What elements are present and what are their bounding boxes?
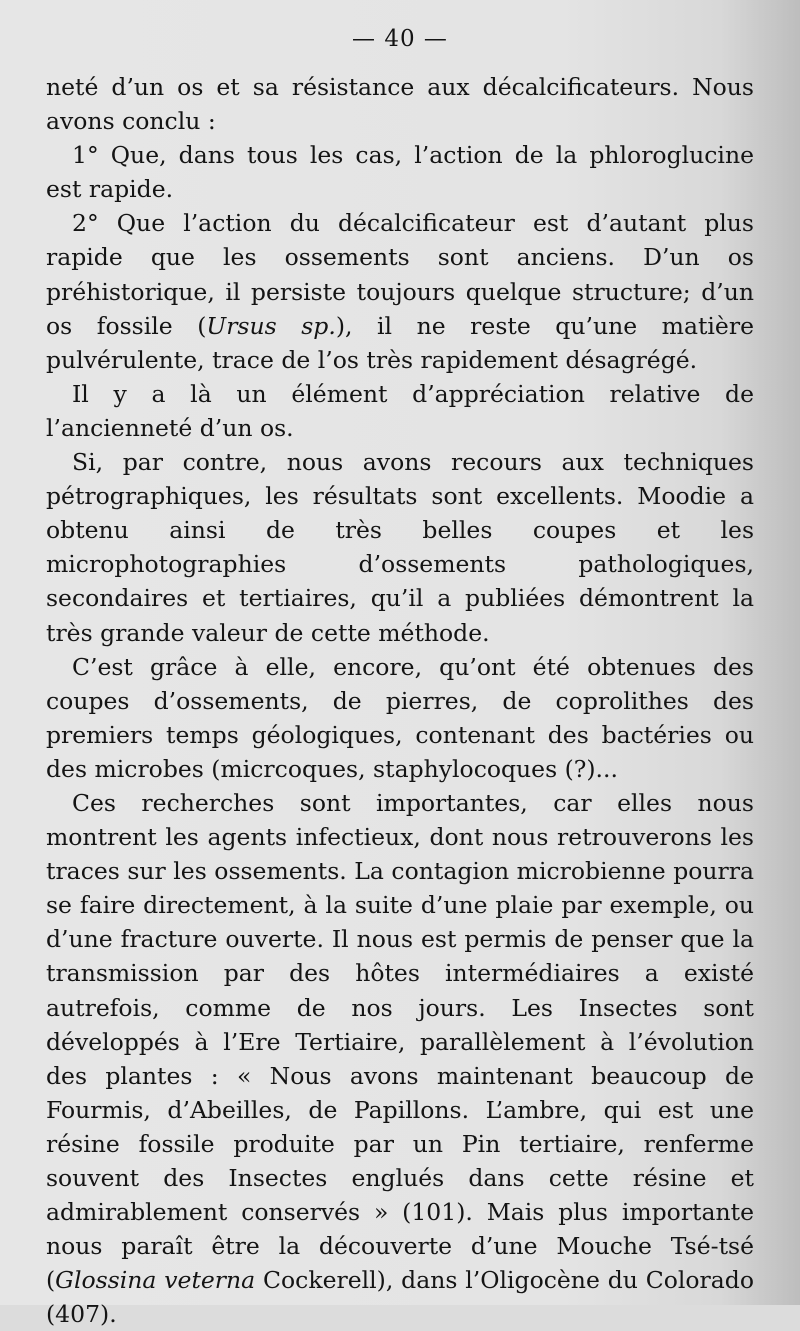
text-run: ), il ne reste qu’une matière pulvérulente, trace de l’os très rapidement désagrégé. [46,311,754,374]
text-run: Si, par contre, nous avons recours aux techniques pétrographiques, les résultats sont excellents. Moodie a obtenu ainsi de très belles coupes et les microphotographies d’ossements pathologiques, secondaires et tertiaires, qu’il a publiées démontrent la très grande valeur de cette méthode. [46,448,754,647]
paragraph [46,206,754,376]
paragraph [46,650,754,786]
text-run: Il y a là un élément d’appréciation relative de l’ancienneté d’un os. [46,379,754,442]
paragraph [46,445,754,650]
text-run: Ces recherches sont importantes, car elles nous montrent les agents infectieux, dont nous retrouverons les traces sur les ossements. La contagion microbienne pourra se faire directement, à la suite d’une plaie par exemple, ou d’une fracture ouverte. Il nous est permis de penser que la transmission par des hôtes intermédiaires a existé autrefois, comme de nos jours. Les Insectes sont développés à l’Ere Tertiaire, parallèlement à l’évolution des plantes : « Nous avons maintenant beaucoup de Fourmis, d’Abeilles, de Papillons. L’ambre, qui est une résine fossile produite par un Pin tertiaire, renferme souvent des Insectes englués dans cette résine et admirablement conservés » (101). Mais plus importante nous paraît être la découverte d’une Mouche Tsé-tsé ( [46,788,754,1295]
text-run: C’est grâce à elle, encore, qu’ont été obtenues des coupes d’ossements, de pierres, de coprolithes des premiers temps géologiques, contenant des bactéries ou des microbes (micrcoques, staphylocoques (?)... [46,652,754,783]
paragraph [46,786,754,1331]
text-run: 2° Que l’action du décalcificateur est d’autant plus rapide que les ossements sont anciens. D’un os préhistorique, il persiste toujours quelque structure; d’un os fossile ( [46,209,754,340]
page-number: — 40 — [352,26,448,52]
paragraph [46,377,754,445]
text-run: 1° Que, dans tous les cas, l’action de la phloroglucine est rapide. [46,141,754,204]
italic-text-run: Glossina veterna [55,1266,256,1295]
text-run: neté d’un os et sa résistance aux décalcificateurs. Nous avons conclu : [46,73,754,136]
paragraph [46,138,754,206]
text-run: Cockerell), dans l’Oligocène du Colorado (407). [46,1266,754,1329]
italic-text-run: Ursus sp. [206,311,336,340]
body-text [46,70,754,1331]
paragraph [46,70,754,138]
